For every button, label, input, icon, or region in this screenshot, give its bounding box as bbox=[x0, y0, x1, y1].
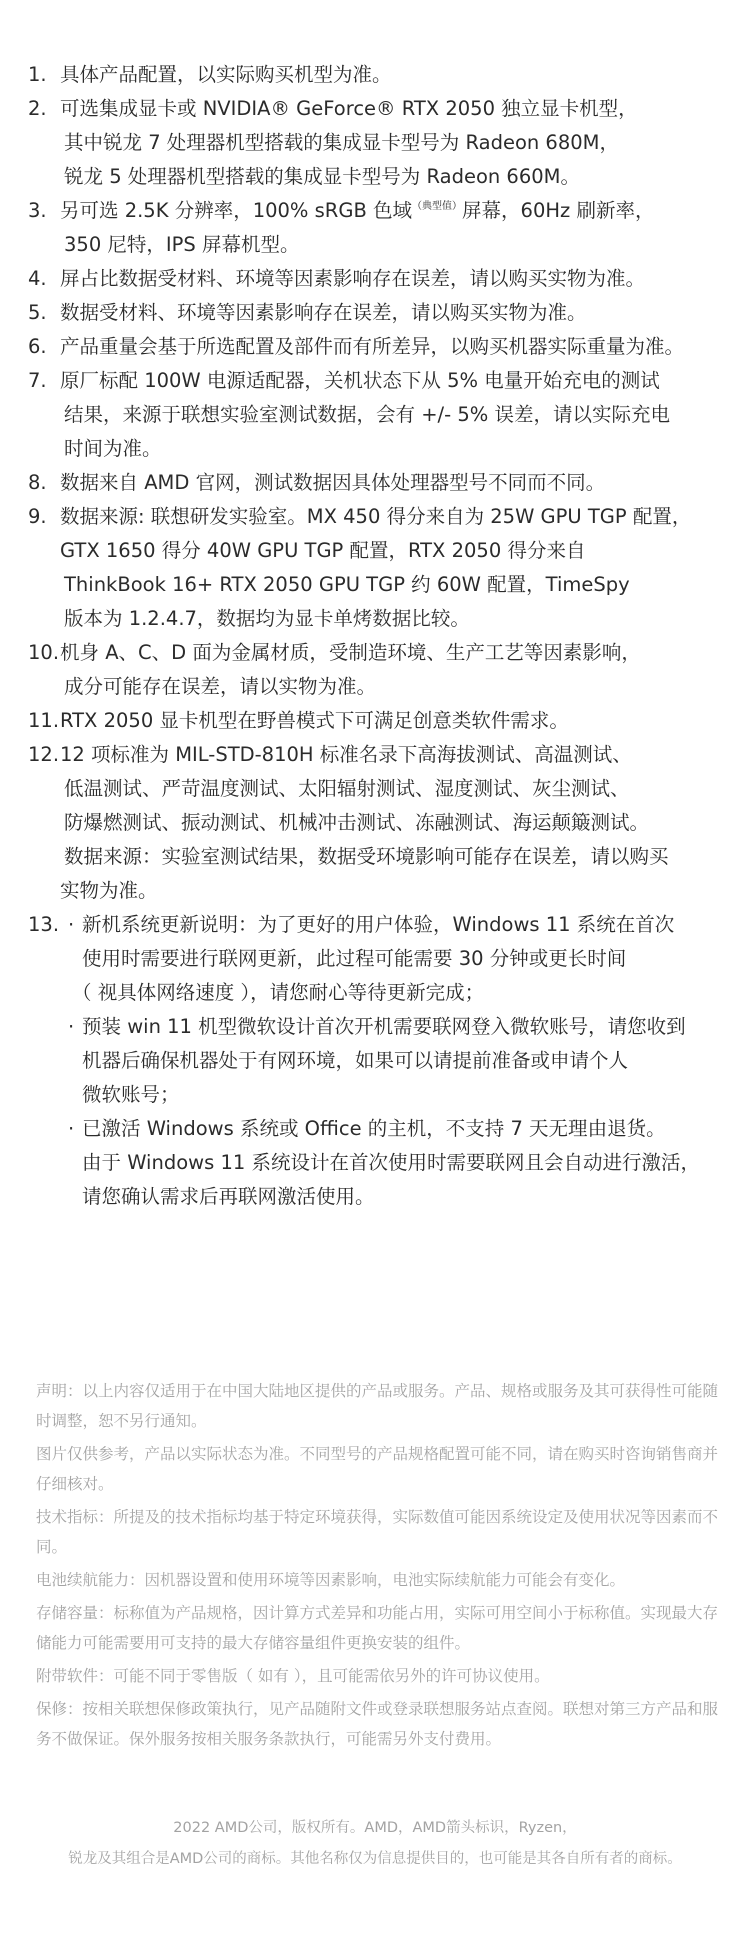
bullet-text: 微软账号； bbox=[82, 1083, 180, 1106]
bullet-text: 新机系统更新说明：为了更好的用户体验，Windows 11 系统在首次 bbox=[82, 913, 675, 936]
footnote-3 bbox=[28, 194, 728, 262]
footnote-text: 12 项标准为 MIL-STD-810H 标准名录下高海拔测试、高温测试、 bbox=[60, 743, 632, 766]
footnote-text: 350 尼特，IPS 屏幕机型。 bbox=[64, 233, 300, 256]
footnote-number: 1. bbox=[28, 63, 47, 86]
footnote-5 bbox=[28, 296, 728, 330]
bullet-list bbox=[60, 908, 728, 1214]
disclaimer-software: 附带软件：可能不同于零售版（ 如有 ），且可能需依另外的许可协议使用。 bbox=[36, 1667, 550, 1685]
bullet-dot-icon: · bbox=[68, 913, 75, 936]
disclaimer-battery: 电池续航能力：因机器设置和使用环境等因素影响，电池实际续航能力可能会有变化。 bbox=[36, 1571, 626, 1589]
footnote-text: GTX 1650 得分 40W GPU TGP 配置，RTX 2050 得分来自 bbox=[60, 539, 586, 562]
footnote-text-part: 另可选 2.5K 分辨率，100% sRGB 色域 bbox=[60, 199, 413, 222]
footnote-text-part: 屏幕，60Hz 刷新率， bbox=[462, 199, 655, 222]
disclaimer-warranty: 保修：按相关联想保修政策执行，见产品随附文件或登录联想服务站点查阅。联想对第三方产品和服务不做保证。保外服务按相关服务条款执行，可能需另外支付费用。 bbox=[36, 1700, 719, 1748]
footnote-number: 4. bbox=[28, 267, 47, 290]
footnote-2 bbox=[28, 92, 728, 194]
footnote-text: 产品重量会基于所选配置及部件而有所差异，以购买机器实际重量为准。 bbox=[60, 335, 685, 358]
footnote-text: 成分可能存在误差，请以实物为准。 bbox=[64, 675, 377, 698]
bullet-item bbox=[60, 1112, 728, 1214]
copyright-footer bbox=[0, 1813, 750, 1875]
bullet-text: 机器后确保机器处于有网环境，如果可以请提前准备或申请个人 bbox=[82, 1049, 629, 1072]
footnote-text: 原厂标配 100W 电源适配器，关机状态下从 5% 电量开始充电的测试 bbox=[60, 369, 660, 392]
footnote-number: 8. bbox=[28, 471, 47, 494]
bullet-text: 使用时需要进行联网更新，此过程可能需要 30 分钟或更长时间 bbox=[82, 947, 627, 970]
footnote-number: 6. bbox=[28, 335, 47, 358]
typical-value-note: （典型值） bbox=[412, 201, 463, 212]
footnote-number: 5. bbox=[28, 301, 47, 324]
footnote-4 bbox=[28, 262, 728, 296]
bullet-item bbox=[60, 908, 728, 1010]
footnote-text: 机身 A、C、D 面为金属材质，受制造环境、生产工艺等因素影响， bbox=[60, 641, 641, 664]
footnote-text: 具体产品配置，以实际购买机型为准。 bbox=[60, 63, 392, 86]
bullet-dot-icon: · bbox=[68, 1117, 75, 1140]
footnote-10 bbox=[28, 636, 728, 704]
bullet-text: 请您确认需求后再联网激活使用。 bbox=[82, 1185, 375, 1208]
footnote-number: 12. bbox=[28, 743, 60, 766]
footnote-number: 9. bbox=[28, 505, 47, 528]
disclaimer-statement: 声明：以上内容仅适用于在中国大陆地区提供的产品或服务。产品、规格或服务及其可获得性可能随时调整，恕不另行通知。 bbox=[36, 1382, 719, 1430]
footnote-13 bbox=[28, 908, 728, 1214]
footnote-number: 7. bbox=[28, 369, 47, 392]
footnote-number: 3. bbox=[28, 199, 47, 222]
footnote-text: 低温测试、严苛温度测试、太阳辐射测试、湿度测试、灰尘测试、 bbox=[64, 777, 630, 800]
footnote-text: 屏占比数据受材料、环境等因素影响存在误差，请以购买实物为准。 bbox=[60, 267, 646, 290]
footnote-text: 可选集成显卡或 NVIDIA® GeForce® RTX 2050 独立显卡机型， bbox=[60, 97, 638, 120]
footnote-9 bbox=[28, 500, 728, 636]
footnotes-list bbox=[28, 58, 728, 1214]
disclaimer-images: 图片仅供参考，产品以实际状态为准。不同型号的产品规格配置可能不同，请在购买时咨询销售商并仔细核对。 bbox=[36, 1445, 719, 1493]
footnote-text: 数据来源：实验室测试结果，数据受环境影响可能存在误差，请以购买 bbox=[64, 845, 669, 868]
disclaimer-tech-specs: 技术指标：所提及的技术指标均基于特定环境获得，实际数值可能因系统设定及使用状况等因素而不同。 bbox=[36, 1508, 719, 1556]
footnote-1 bbox=[28, 58, 728, 92]
footnote-7 bbox=[28, 364, 728, 466]
bullet-text: 由于 Windows 11 系统设计在首次使用时需要联网且会自动进行激活， bbox=[82, 1151, 700, 1174]
footnote-text: 时间为准。 bbox=[64, 437, 162, 460]
footnote-number: 11. bbox=[28, 709, 60, 732]
footnote-number: 10. bbox=[28, 641, 60, 664]
bullet-text: 预装 win 11 机型微软设计首次开机需要联网登入微软账号，请您收到 bbox=[82, 1015, 686, 1038]
footnote-8 bbox=[28, 466, 728, 500]
footnote-number: 2. bbox=[28, 97, 47, 120]
bullet-text: （ 视具体网络速度 ），请您耐心等待更新完成； bbox=[72, 981, 485, 1004]
footnote-text: ThinkBook 16+ RTX 2050 GPU TGP 约 60W 配置，TimeSpy bbox=[64, 573, 630, 596]
footnote-text: 数据受材料、环境等因素影响存在误差，请以购买实物为准。 bbox=[60, 301, 587, 324]
bullet-dot-icon: · bbox=[68, 1015, 75, 1038]
footnote-text: 数据来源: 联想研发实验室。MX 450 得分来自为 25W GPU TGP 配置， bbox=[60, 505, 692, 528]
footnote-text bbox=[60, 194, 728, 228]
footnote-text: 版本为 1.2.4.7，数据均为显卡单烤数据比较。 bbox=[64, 607, 470, 630]
footnote-text: RTX 2050 显卡机型在野兽模式下可满足创意类软件需求。 bbox=[60, 709, 569, 732]
footnote-6 bbox=[28, 330, 728, 364]
footnote-12 bbox=[28, 738, 728, 908]
footnote-text: 锐龙 5 处理器机型搭载的集成显卡型号为 Radeon 660M。 bbox=[64, 165, 580, 188]
bullet-text: 已激活 Windows 系统或 Office 的主机，不支持 7 天无理由退货。 bbox=[82, 1117, 666, 1140]
footnote-text: 实物为准。 bbox=[60, 879, 158, 902]
footnote-text: 防爆燃测试、振动测试、机械冲击测试、冻融测试、海运颠簸测试。 bbox=[64, 811, 650, 834]
footnote-number: 13. bbox=[28, 913, 60, 936]
copyright-line-1: 2022 AMD公司，版权所有。AMD，AMD箭头标识，Ryzen， bbox=[173, 1820, 577, 1836]
footnote-text: 数据来自 AMD 官网，测试数据因具体处理器型号不同而不同。 bbox=[60, 471, 606, 494]
footnote-text: 结果，来源于联想实验室测试数据，会有 +/- 5% 误差，请以实际充电 bbox=[64, 403, 670, 426]
footnote-11 bbox=[28, 704, 728, 738]
copyright-line-2: 锐龙及其组合是AMD公司的商标。其他名称仅为信息提供目的，也可能是其各自所有者的商标。 bbox=[68, 1851, 682, 1867]
disclaimer-storage: 存储容量：标称值为产品规格，因计算方式差异和功能占用，实际可用空间小于标称值。实现最大存储能力可能需要用可支持的最大存储容量组件更换安装的组件。 bbox=[36, 1604, 719, 1652]
legal-disclaimer bbox=[36, 1376, 726, 1757]
bullet-item bbox=[60, 1010, 728, 1112]
footnote-text: 其中锐龙 7 处理器机型搭载的集成显卡型号为 Radeon 680M， bbox=[64, 131, 619, 154]
